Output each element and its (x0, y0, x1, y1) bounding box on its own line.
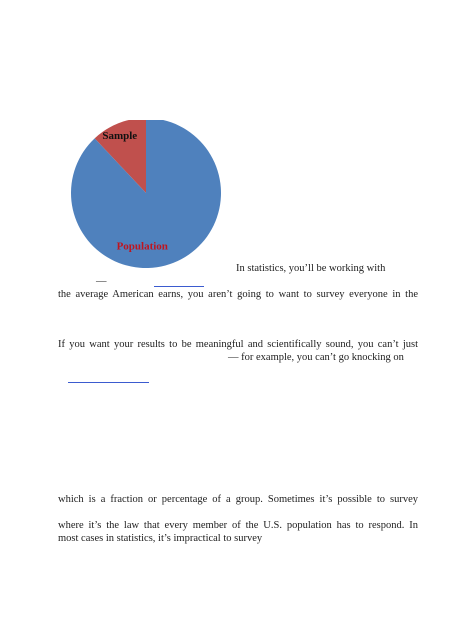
pie-label-population: Population (116, 240, 168, 253)
paragraph-line: — for example, you can’t go knocking on (228, 352, 404, 363)
paragraph-line: most cases in statistics, it’s impractical to survey (58, 533, 263, 544)
pie-label-sample: Sample (102, 130, 138, 142)
paragraph-line: In statistics, you’ll be working with (236, 263, 386, 274)
hyperlink-underline[interactable] (154, 286, 204, 287)
paragraph-line: If you want your results to be meaningful and scientifically sound, you can’t just (58, 339, 418, 350)
paragraph-line: where it’s the law that every member of the U.S. population has to respond. In (58, 520, 418, 531)
pie-chart (62, 120, 232, 270)
em-dash: — (96, 276, 107, 287)
paragraph-line: the average American earns, you aren’t going to want to survey everyone in the (58, 289, 418, 300)
hyperlink-underline[interactable] (68, 382, 149, 383)
paragraph-line: which is a fraction or percentage of a group. Sometimes it’s possible to survey (58, 494, 418, 505)
